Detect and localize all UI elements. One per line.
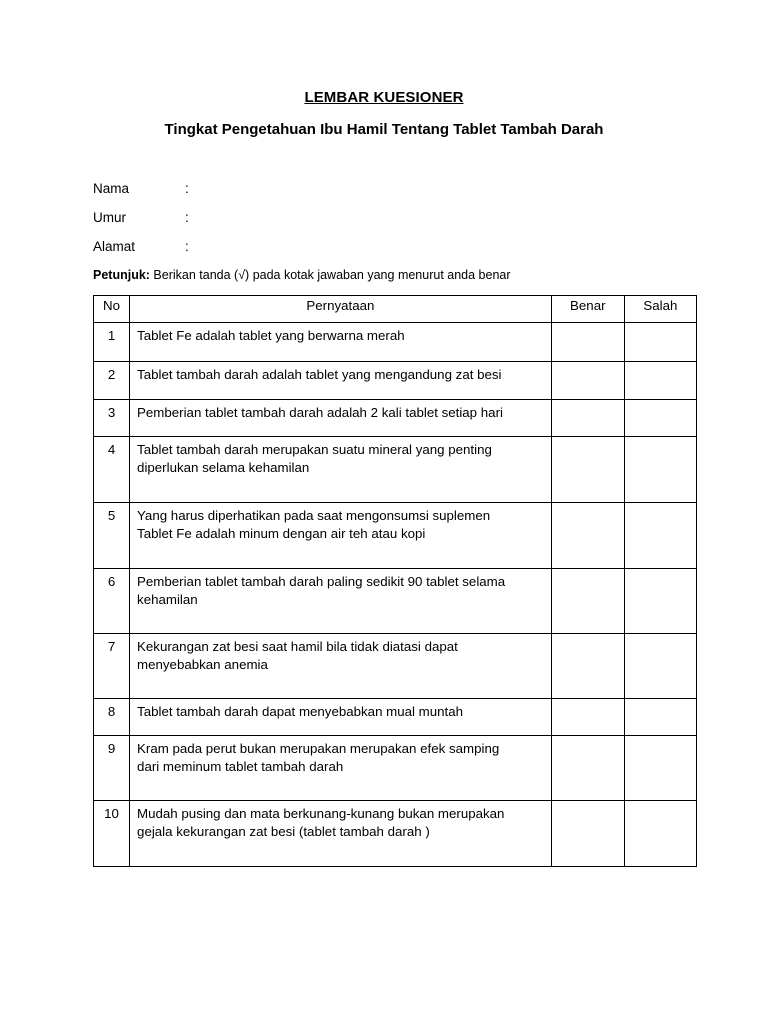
statement-line: dari meminum tablet tambah darah — [137, 759, 344, 774]
field-label: Alamat — [93, 239, 136, 254]
answer-false-box[interactable] — [624, 437, 696, 503]
row-statement — [130, 801, 552, 867]
row-statement — [130, 736, 552, 801]
header-true: Benar — [551, 296, 624, 323]
statement-line: Yang harus diperhatikan pada saat mengonsumsi suplemen — [137, 508, 491, 523]
statement-line: diperlukan selama kehamilan — [137, 460, 310, 475]
row-number: 5 — [94, 503, 130, 569]
statement-line: Kekurangan zat besi saat hamil bila tidak diatasi dapat — [137, 639, 458, 654]
field-alamat — [93, 238, 189, 256]
header-statement: Pernyataan — [130, 296, 552, 323]
statement-line: Pemberian tablet tambah darah adalah 2 kali tablet setiap hari — [137, 405, 503, 420]
answer-true-box[interactable] — [551, 736, 624, 801]
statement-line: Kram pada perut bukan merupakan merupakan efek samping — [137, 741, 500, 756]
table-header-row — [94, 296, 697, 323]
table-row — [94, 362, 697, 400]
row-statement — [130, 503, 552, 569]
instructions-text: Berikan tanda (√) pada kotak jawaban yang menurut anda benar — [149, 268, 511, 282]
table-row — [94, 323, 697, 362]
statement-line: Mudah pusing dan mata berkunang-kunang bukan merupakan — [137, 806, 505, 821]
answer-false-box[interactable] — [624, 362, 696, 400]
row-statement — [130, 569, 552, 634]
row-number: 4 — [94, 437, 130, 503]
document-subtitle: Tingkat Pengetahuan Ibu Hamil Tentang Tablet Tambah Darah — [164, 121, 604, 138]
field-umur — [93, 209, 189, 227]
answer-false-box[interactable] — [624, 569, 696, 634]
answer-false-box[interactable] — [624, 699, 696, 736]
statement-line: Tablet tambah darah merupakan suatu mineral yang penting — [137, 442, 492, 457]
statement-line: Tablet Fe adalah minum dengan air teh atau kopi — [137, 526, 426, 541]
answer-false-box[interactable] — [624, 503, 696, 569]
table-row — [94, 699, 697, 736]
row-number: 6 — [94, 569, 130, 634]
field-colon: : — [185, 239, 189, 254]
header-false: Salah — [624, 296, 696, 323]
statement-line: Tablet tambah darah adalah tablet yang mengandung zat besi — [137, 367, 502, 382]
row-number: 10 — [94, 801, 130, 867]
answer-true-box[interactable] — [551, 634, 624, 699]
answer-true-box[interactable] — [551, 801, 624, 867]
field-nama — [93, 180, 189, 198]
table-row — [94, 400, 697, 437]
table-row — [94, 569, 697, 634]
questionnaire-table — [93, 295, 697, 867]
row-statement — [130, 699, 552, 736]
answer-true-box[interactable] — [551, 323, 624, 362]
answer-false-box[interactable] — [624, 400, 696, 437]
statement-line: Pemberian tablet tambah darah paling sedikit 90 tablet selama — [137, 574, 506, 589]
field-colon: : — [185, 181, 189, 196]
statement-line: gejala kekurangan zat besi (tablet tambah darah ) — [137, 824, 430, 839]
answer-true-box[interactable] — [551, 699, 624, 736]
row-number: 9 — [94, 736, 130, 801]
answer-false-box[interactable] — [624, 801, 696, 867]
header-no: No — [94, 296, 130, 323]
table-row — [94, 736, 697, 801]
answer-true-box[interactable] — [551, 569, 624, 634]
answer-true-box[interactable] — [551, 503, 624, 569]
instructions-label: Petunjuk: — [93, 268, 150, 282]
row-statement — [130, 362, 552, 400]
instructions — [93, 266, 511, 284]
answer-true-box[interactable] — [551, 400, 624, 437]
table-row — [94, 503, 697, 569]
answer-true-box[interactable] — [551, 437, 624, 503]
field-label: Nama — [93, 181, 130, 196]
statement-line: Tablet Fe adalah tablet yang berwarna merah — [137, 328, 405, 343]
field-label: Umur — [93, 210, 126, 225]
row-number: 3 — [94, 400, 130, 437]
row-number: 8 — [94, 699, 130, 736]
row-statement — [130, 634, 552, 699]
statement-line: Tablet tambah darah dapat menyebabkan mual muntah — [137, 704, 464, 719]
row-statement — [130, 437, 552, 503]
answer-false-box[interactable] — [624, 736, 696, 801]
row-number: 2 — [94, 362, 130, 400]
table-row — [94, 634, 697, 699]
answer-false-box[interactable] — [624, 634, 696, 699]
document-title: LEMBAR KUESIONER — [304, 89, 464, 106]
row-number: 1 — [94, 323, 130, 362]
answer-true-box[interactable] — [551, 362, 624, 400]
statement-line: kehamilan — [137, 592, 198, 607]
row-statement — [130, 400, 552, 437]
row-statement — [130, 323, 552, 362]
field-colon: : — [185, 210, 189, 225]
row-number: 7 — [94, 634, 130, 699]
answer-false-box[interactable] — [624, 323, 696, 362]
table-row — [94, 801, 697, 867]
statement-line: menyebabkan anemia — [137, 657, 268, 672]
table-row — [94, 437, 697, 503]
